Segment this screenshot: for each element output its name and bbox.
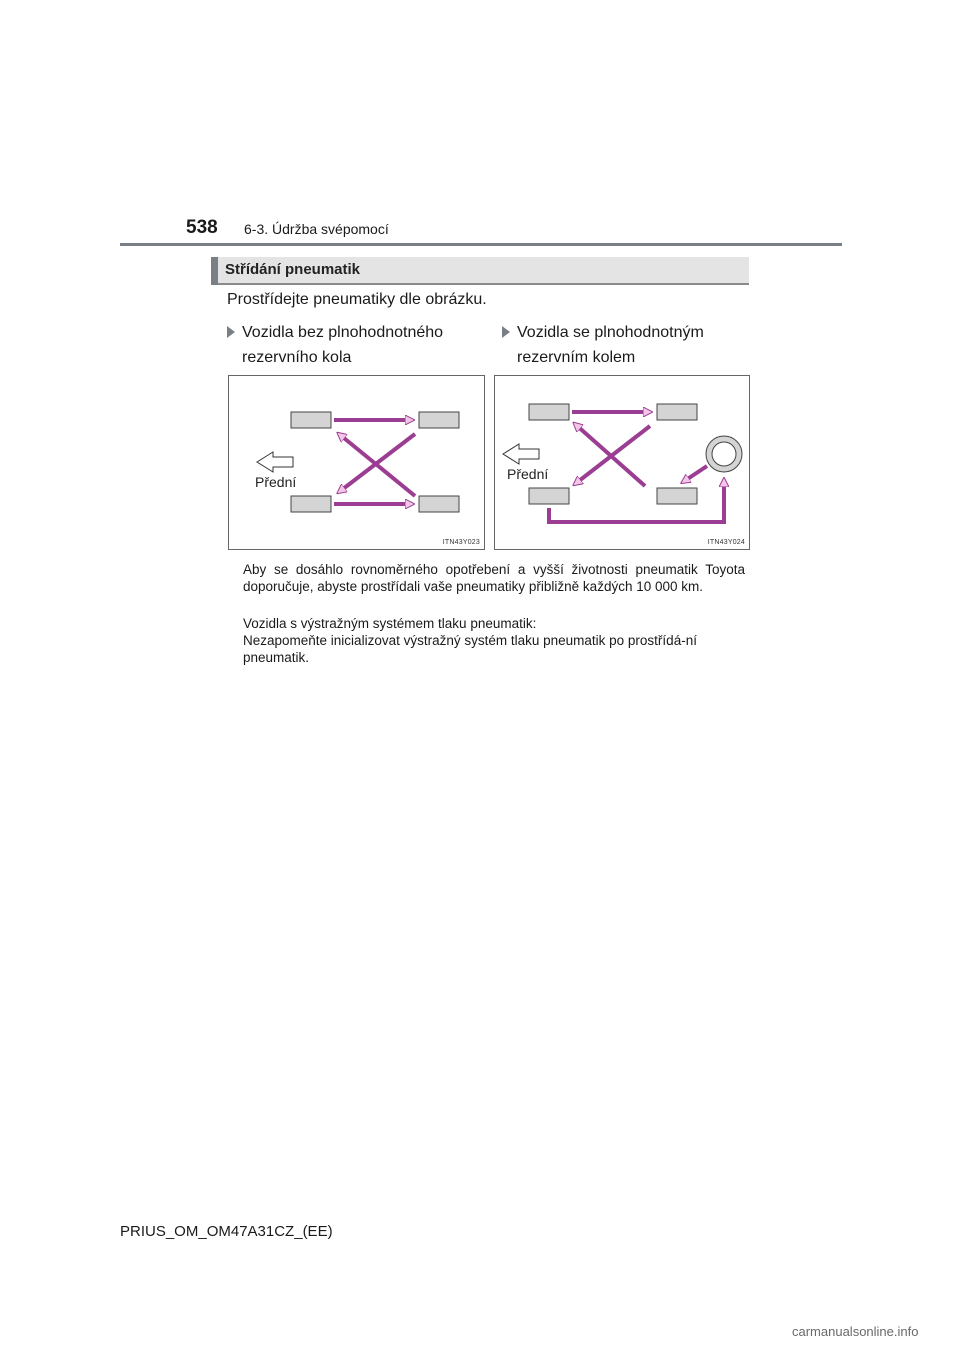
rotation-diagram-svg — [229, 376, 484, 549]
rotation-diagram-svg — [495, 376, 749, 549]
variant-label: Vozidla se plnohodnotným rezervním kolem — [517, 324, 704, 366]
bullet-triangle-icon — [502, 326, 510, 338]
tpms-note-title: Vozidla s výstražným systémem tlaku pneumatik: — [243, 616, 537, 631]
tire-front-right — [529, 488, 569, 504]
front-label: Přední — [507, 466, 549, 482]
variant-without-spare — [227, 320, 482, 370]
variant-with-spare — [502, 320, 757, 370]
rotation-diagram-without-spare — [228, 375, 485, 550]
heading-bar — [211, 257, 749, 285]
footer-code: PRIUS_OM_OM47A31CZ_(EE) — [120, 1223, 333, 1240]
front-label: Přední — [255, 474, 297, 490]
heading-text: Střídání pneumatik — [225, 261, 361, 278]
diagram-code: ITN43Y024 — [707, 539, 745, 546]
tire-front-left — [529, 404, 569, 420]
tire-rear-right — [657, 488, 697, 504]
heading-accent — [211, 257, 218, 285]
watermark: carmanualsonline.info — [792, 1324, 919, 1339]
front-arrow-icon — [503, 444, 539, 464]
header-rule — [120, 243, 842, 246]
tire-front-left — [291, 412, 331, 428]
arrow-front-right-to-spare — [549, 480, 724, 522]
tpms-note — [243, 615, 745, 666]
intro-text: Prostřídejte pneumatiky dle obrázku. — [227, 291, 487, 308]
tire-rear-left — [419, 412, 459, 428]
bullet-triangle-icon — [227, 326, 235, 338]
tire-rear-left — [657, 404, 697, 420]
note-paragraph: Aby se dosáhlo rovnoměrného opotřebení a vyšší životnosti pneumatik Toyota doporučuje, abyste prostřídali vaše pneumatiky přibližně každých 10 000 km. — [243, 562, 745, 594]
page-number: 538 — [186, 217, 218, 238]
tire-front-right — [291, 496, 331, 512]
variant-label: Vozidla bez plnohodnotného rezervního kola — [242, 324, 444, 366]
diagram-code: ITN43Y023 — [442, 539, 480, 546]
arrow-spare-to-rear-right — [683, 466, 707, 482]
front-arrow-icon — [257, 452, 293, 472]
spare-tire-rim — [712, 442, 736, 466]
tire-rear-right — [419, 496, 459, 512]
section-title: 6-3. Údržba svépomocí — [244, 221, 389, 237]
tpms-note-body: Nezapomeňte inicializovat výstražný systém tlaku pneumatik po prostřídá-ní pneumatik. — [243, 633, 697, 665]
rotation-diagram-with-spare — [494, 375, 750, 550]
